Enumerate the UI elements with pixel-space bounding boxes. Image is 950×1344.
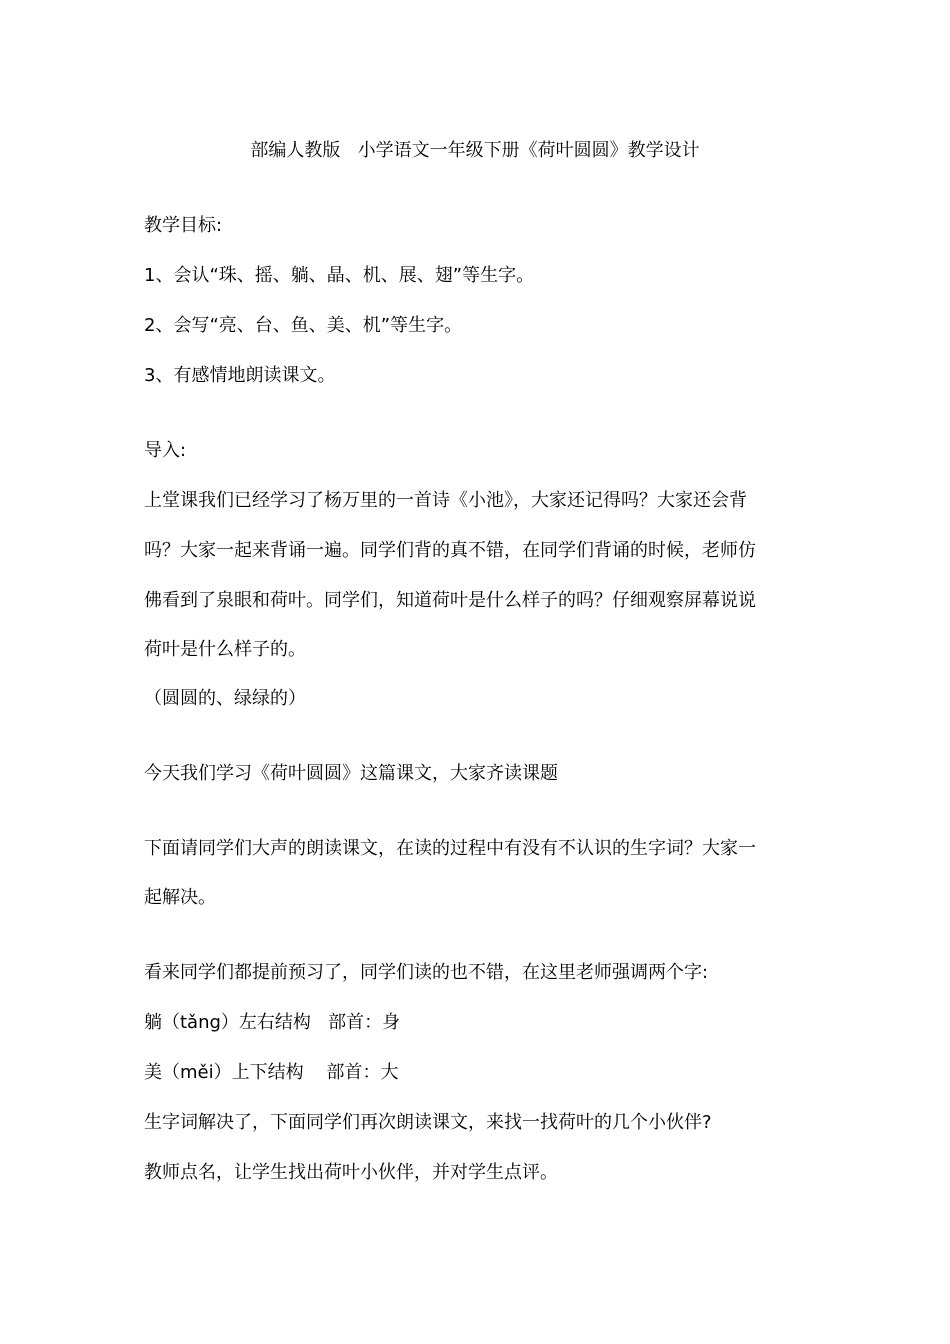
char-note-1: 躺（tǎng）左右结构 部首：身 <box>144 1012 401 1033</box>
intro-heading: 导入: <box>144 440 187 461</box>
intro-paragraph-line: 佛看到了泉眼和荷叶。同学们，知道荷叶是什么样子的吗？仔细观察屏幕说说 <box>144 590 756 611</box>
today-line: 今天我们学习《荷叶圆圆》这篇课文，大家齐读课题 <box>144 763 558 784</box>
char-note-2: 美（měi）上下结构 部首：大 <box>144 1062 399 1083</box>
document-title: 部编人教版 小学语文一年级下册《荷叶圆圆》教学设计 <box>250 140 700 161</box>
teacher-line: 教师点名，让学生找出荷叶小伙伴，并对学生点评。 <box>144 1162 558 1183</box>
read-paragraph-line: 下面请同学们大声的朗读课文，在读的过程中有没有不认识的生字词？大家一 <box>144 838 756 859</box>
objective-item-2: 2、会写“亮、台、鱼、美、机”等生字。 <box>144 315 463 336</box>
intro-paragraph-line: 荷叶是什么样子的。 <box>144 639 306 660</box>
intro-paragraph-line: 上堂课我们已经学习了杨万里的一首诗《小池》，大家还记得吗？大家还会背 <box>144 490 747 511</box>
intro-paragraph-line: 吗？大家一起来背诵一遍。同学们背的真不错，在同学们背诵的时候，老师仿 <box>144 540 756 561</box>
answer-line: （圆圆的、绿绿的） <box>144 688 306 709</box>
objectives-heading: 教学目标: <box>144 215 223 236</box>
objective-item-1: 1、会认“珠、摇、躺、晶、机、展、翅”等生字。 <box>144 265 535 286</box>
read-paragraph-line: 起解决。 <box>144 887 216 908</box>
next-line: 生字词解决了，下面同学们再次朗读课文，来找一找荷叶的几个小伙伴? <box>144 1112 712 1133</box>
preview-line: 看来同学们都提前预习了，同学们读的也不错，在这里老师强调两个字: <box>144 962 709 983</box>
objective-item-3: 3、有感情地朗读课文。 <box>144 365 336 386</box>
